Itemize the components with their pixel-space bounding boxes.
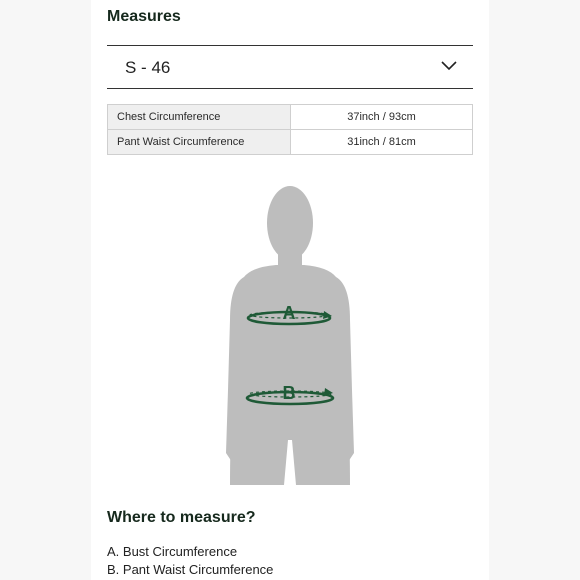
where-to-measure-heading: Where to measure? [107, 509, 256, 526]
body-silhouette [226, 186, 354, 485]
chest-label: Chest Circumference [108, 105, 291, 130]
legend-item-a: A. Bust Circumference [107, 544, 238, 559]
table-row [108, 130, 473, 155]
marker-b-label: B [282, 383, 296, 403]
body-figure-illustration [210, 185, 370, 490]
size-select[interactable] [107, 45, 473, 89]
table-row [108, 105, 473, 130]
waist-value: 31inch / 81cm [291, 130, 473, 155]
measures-heading: Measures [107, 8, 181, 25]
size-select-value: S - 46 [125, 58, 171, 77]
chevron-down-icon [441, 61, 457, 71]
size-table [107, 104, 473, 155]
marker-a-label: A [282, 303, 296, 323]
legend-item-b: B. Pant Waist Circumference [107, 562, 274, 577]
chest-value: 37inch / 93cm [291, 105, 473, 130]
waist-label: Pant Waist Circumference [108, 130, 291, 155]
